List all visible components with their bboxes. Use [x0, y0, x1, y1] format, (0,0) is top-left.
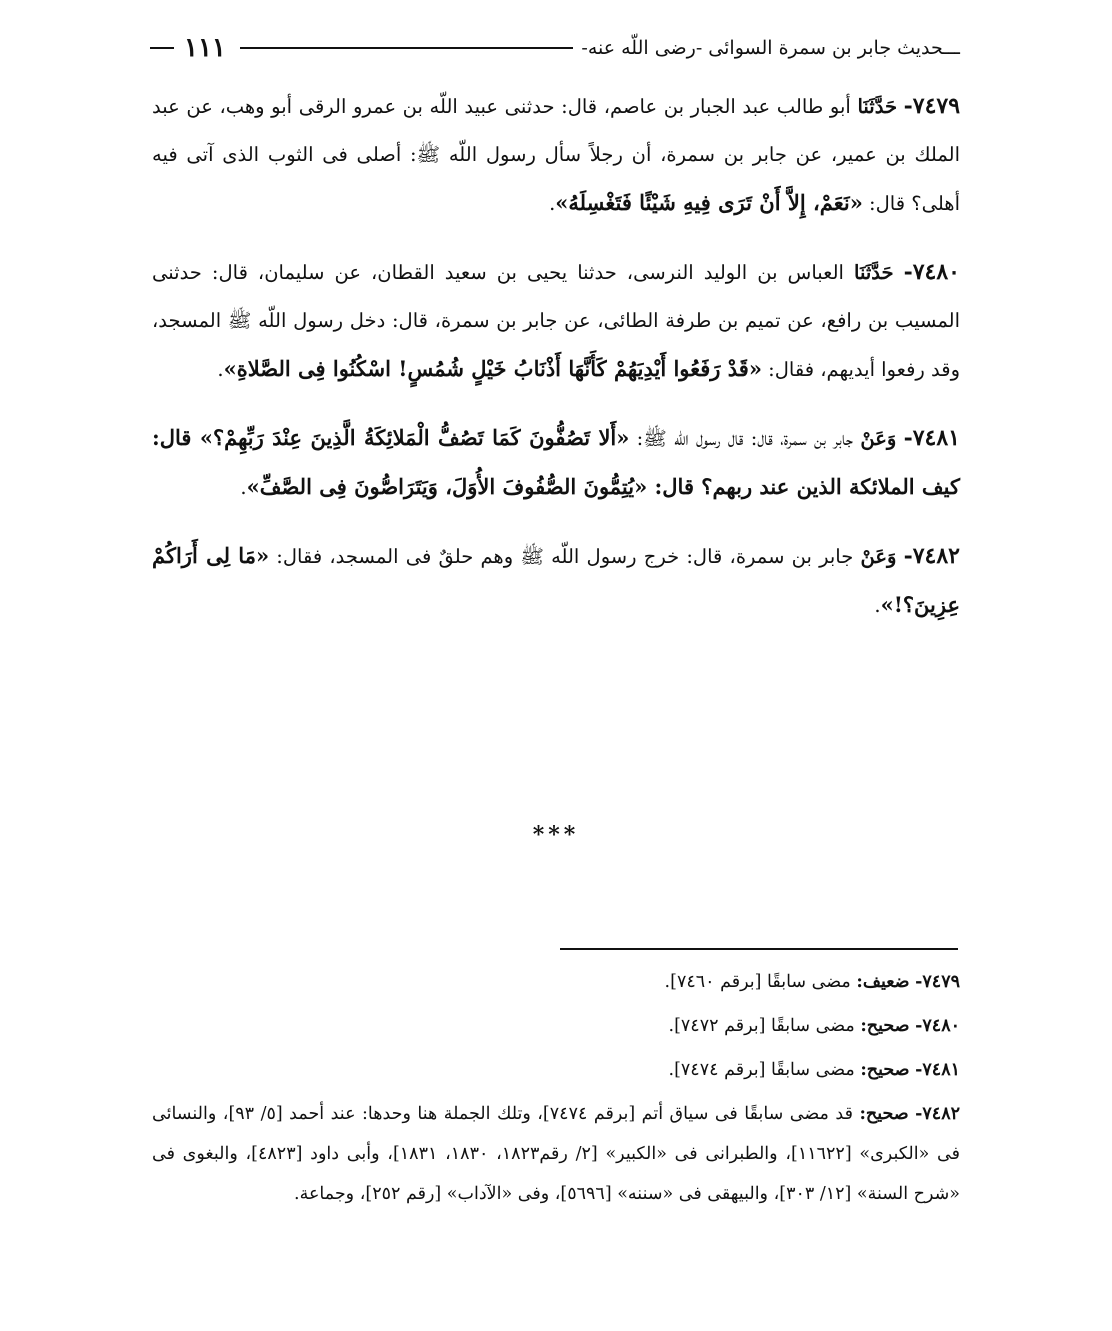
hadith-tail: .: [240, 476, 247, 499]
footnote-7482: [152, 1094, 960, 1214]
hadith-text: جابر بن سمرة، قال: خرج رسول اللّه ﷺ وهم حلقٌ فى المسجد، فقال:: [276, 545, 854, 568]
hadith-number: ٧٤٨١-: [903, 425, 960, 451]
hadith-number: ٧٤٨٢-: [903, 543, 960, 569]
section-separator: ***: [532, 822, 580, 848]
footnote-7480: [152, 1006, 960, 1046]
footnote-text: قد مضى سابقًا فى سياق أتم [برقم ٧٤٧٤]، وتلك الجملة هنا وحدها: عند أحمد [٥/ ٩٣]، والنسائى فى «الكبرى» [١١٦٢٢]، والطبرانى فى «الكبير» [٢/ رقم١٨٢٣، ١٨٣٠، ١٨٣١]، وأبى داود [٤٨٢٣]، والبغوى فى «شرح السنة» [١٢/ ٣٠٣]، والبيهقى فى «سننه» [٥٦٩٦]، وفى «الآداب» [رقم ٢٥٢]، وجماعة.: [152, 1104, 960, 1204]
footnote-grade: صحيح:: [859, 1104, 909, 1124]
footnote-number: ٧٤٨١-: [915, 1060, 960, 1080]
hadith-quote: «أَلا تَصُفُّونَ كَمَا تَصُفُّ الْمَلائِكَةُ الَّذِينَ عِنْدَ رَبِّهِمْ؟» قال: كيف الملائكة الذين عند ربهم؟ قال: «يُتِمُّونَ الصُّفُوفَ الأُوَلَ، وَيَتَرَاصُّونَ فِى الصَّفِّ»: [152, 425, 960, 499]
hadith-text: العباس بن الوليد النرسى، حدثنا يحيى بن سعيد القطان، عن سليمان، قال: حدثنى المسيب بن رافع، عن تميم بن طرفة الطائى، عن جابر بن سمرة، قال: دخل رسول اللّه ﷺ المسجد، وقد رفعوا أيديهم، فقال:: [152, 261, 960, 381]
footnote-number: ٧٤٨٠-: [915, 1016, 960, 1036]
footnotes: [152, 962, 960, 1218]
footnote-rule: [560, 948, 958, 950]
footnote-grade: صحيح:: [860, 1060, 910, 1080]
hadith-7481: [152, 414, 960, 512]
footnote-7481: [152, 1050, 960, 1090]
hadith-7479: [152, 82, 960, 228]
footnote-grade: ضعيف:: [856, 972, 910, 992]
footnote-number: ٧٤٧٩-: [915, 972, 960, 992]
hadith-lead: حَدَّثَنَا: [854, 261, 894, 284]
footnote-7479: [152, 962, 960, 1002]
running-header: [150, 28, 960, 68]
hadith-tail: .: [874, 594, 881, 617]
hadith-lead: وَعَنْ: [860, 427, 897, 450]
footnote-text: مضى سابقًا [برقم ٧٤٧٢].: [668, 1016, 855, 1036]
hadith-lead: وَعَنْ: [860, 545, 897, 568]
header-title: ـــحديث جابر بن سمرة السوائى -رضى اللّه عنه-: [581, 37, 960, 59]
hadith-number: ٧٤٧٩-: [903, 93, 961, 119]
main-text: [152, 82, 960, 650]
hadith-quote: «قَدْ رَفَعُوا أَيْدِيَهُمْ كَأَنَّهَا أَذْنَابُ خَيْلٍ شُمُسٍ! اسْكُنُوا فِى الصَّلاةِ»: [223, 356, 762, 381]
footnote-number: ٧٤٨٢-: [915, 1104, 960, 1124]
header-rule: [240, 47, 574, 49]
hadith-text: جابر بن سمرة، قال: قال رسول اللّه ﷺ:: [636, 427, 854, 450]
footnote-text: مضى سابقًا [برقم ٧٤٧٤].: [668, 1060, 855, 1080]
hadith-tail: .: [217, 358, 224, 381]
hadith-quote: «نَعَمْ، إِلاَّ أَنْ تَرَى فِيهِ شَيْئًا فَتَغْسِلَهُ»: [555, 190, 863, 215]
hadith-tail: .: [549, 192, 556, 215]
hadith-quote: «مَا لِى أَرَاكُمْ عِزِينَ؟!»: [152, 543, 960, 617]
page-number: ١١١: [184, 33, 226, 63]
footnote-grade: صحيح:: [860, 1016, 910, 1036]
hadith-7480: [152, 248, 960, 394]
hadith-text: أبو طالب عبد الجبار بن عاصم، قال: حدثنى عبيد اللّه بن عمرو الرقى أبو وهب، عن عبد الملك بن عمير، عن جابر بن سمرة، أن رجلاً سأل رسول اللّه ﷺ: أصلى فى الثوب الذى آتى فيه أهلى؟ قال:: [152, 95, 960, 215]
hadith-number: ٧٤٨٠-: [903, 259, 960, 285]
hadith-lead: حَدَّثَنَا: [857, 95, 897, 118]
footnote-text: مضى سابقًا [برقم ٧٤٦٠].: [664, 972, 851, 992]
hadith-7482: [152, 532, 960, 630]
header-dash: [150, 47, 174, 49]
